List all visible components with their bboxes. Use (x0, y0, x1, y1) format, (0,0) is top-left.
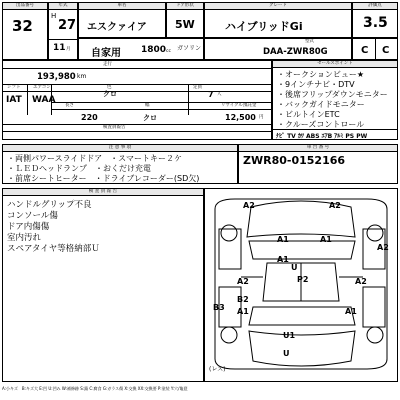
mileage-value: 193,980 (37, 72, 76, 82)
width-label: 幅 (145, 103, 150, 108)
insp-list-item: ドア内傷傷 (7, 222, 50, 232)
spec-line-7 (3, 131, 271, 132)
doors-box (166, 2, 204, 38)
damage-mark: A1 (277, 255, 289, 264)
ac-value: WAA (32, 95, 56, 105)
usage-value: 自家用 (91, 48, 121, 59)
sp-list-item: ・バックガイドモニター (277, 100, 365, 109)
month-value: 11 (53, 43, 66, 53)
damage-mark: A1 (277, 235, 289, 244)
year-value: 27 (58, 18, 77, 33)
mileage-label: 走行 (103, 62, 112, 67)
seats-label: 定員 (193, 85, 202, 90)
damage-mark: P2 (297, 275, 309, 284)
spec-vline-2 (51, 84, 52, 115)
inspector-title: 検 査 員 報 告 (3, 189, 203, 196)
damage-mark: U (291, 263, 298, 272)
sp-divider (273, 129, 397, 130)
model-value: DAA-ZWR80G (263, 47, 328, 57)
rear-label: (レス) (209, 366, 226, 373)
spec-box (2, 60, 272, 140)
spec-vline-1 (27, 84, 28, 115)
inspector-list (7, 200, 100, 255)
sp-list-item: ・後席フリップダウンモニター (277, 90, 388, 99)
height-unit: 円 (259, 115, 264, 120)
damage-mark: U1 (283, 331, 296, 340)
inspector-box (2, 188, 204, 382)
car-diagram (205, 189, 397, 381)
damage-mark: A1 (345, 307, 357, 316)
height-value: 12,500 (225, 113, 256, 122)
year-box (48, 2, 78, 60)
era: H (51, 12, 57, 20)
selling-points-title: セールスポイント (273, 61, 397, 68)
notes-list-item: ・両側パワースライドドア ・スマートキー２ケ (7, 154, 182, 163)
sp-list-item: ・ビルトインETC (277, 110, 340, 119)
damage-mark: A2 (243, 201, 255, 210)
cc-unit: cc (166, 49, 171, 54)
insp-list-item: スペアタイヤ等格納部Ｕ (7, 244, 100, 254)
exterior-score: C (382, 45, 390, 56)
sp-list-item: ・9インチナビ・DTV (277, 80, 355, 89)
spec-line-5 (51, 109, 271, 110)
damage-mark: A2 (329, 201, 341, 210)
damage-mark: A2 (377, 243, 389, 252)
ac-label: エアコン (33, 85, 51, 90)
chassis-box (238, 144, 398, 184)
recycle-label: リサイクル預託金 (221, 103, 257, 108)
mileage-unit: km (77, 73, 87, 80)
insp-list-item: コンソール傷 (7, 211, 58, 221)
score-value: 3.5 (363, 15, 388, 31)
insp-list-item: ハンドルグリップ不良 (7, 200, 92, 210)
usage-box (78, 38, 204, 60)
chassis-number: ZWR80-0152166 (243, 154, 346, 167)
lot-number: 32 (12, 17, 33, 35)
car-name: エスクァイア (87, 22, 147, 33)
year-label: 年式 (49, 3, 77, 10)
color-value: クロ (103, 90, 117, 98)
damage-mark: A2 (237, 277, 249, 286)
year-divider (49, 39, 77, 40)
name-box (78, 2, 166, 38)
width-value: クロ (143, 114, 157, 122)
sp-list-item: ・クルーズコントロール (277, 120, 365, 129)
equipment-line: ﾅﾋﾞ TV ｶﾜ ABS ｴｱB ｱﾙﾐ PS PW (276, 133, 368, 140)
lot-label: 出品番号 (3, 3, 47, 10)
notes-box (2, 144, 238, 184)
insp-list-item: 室内汚れ (7, 233, 42, 243)
damage-mark: A1 (320, 235, 332, 244)
legend-footer: A:小キズ B:キズ大 E:凹 U:凹み W:補修跡 S:錆 C:腐食 G:ガラス傷 X:交換 XX:交換要 P:塗装 Y:穴/亀裂 (2, 386, 188, 391)
selling-points-box (272, 60, 398, 140)
lot-box (2, 2, 48, 60)
spec-line-1 (3, 68, 271, 69)
shift-value: IAT (6, 95, 22, 105)
sp-list-item: ・オークションビュー★ (277, 70, 365, 79)
length-value: 220 (81, 113, 98, 122)
score-divider (375, 39, 376, 59)
name-label: 車名 (79, 3, 165, 10)
grade-box (204, 2, 352, 38)
plate-label: 検査員報告 (103, 125, 126, 130)
shift-label: シフト (7, 85, 21, 90)
car-diagram-box (204, 188, 398, 382)
sub-score-box (352, 38, 398, 60)
length-label: 長さ (65, 103, 74, 108)
damage-mark: A1 (237, 307, 249, 316)
score-box (352, 2, 398, 38)
doors-label: ドア形状 (167, 3, 203, 10)
notes-title: 注 意 事 項 (3, 145, 237, 152)
damage-mark: B2 (237, 295, 249, 304)
model-label: 型式 (305, 39, 314, 44)
notes-list-item: ・ＬＥＤヘッドランプ ・おくだけ充電 (7, 164, 151, 173)
chassis-title: 車 台 番 号 (239, 145, 397, 152)
month-unit: 月 (66, 47, 71, 52)
model-box (204, 38, 352, 60)
selling-points-list (277, 70, 388, 130)
cc-value: 1800 (141, 45, 167, 55)
damage-mark: A2 (355, 277, 367, 286)
notes-list-item: ・前席シートヒーター ・ドライブレコーダー(SD欠) (7, 174, 200, 183)
seats-value: 7 (208, 90, 214, 99)
grade-value: ハイブリッドGi (225, 20, 303, 33)
interior-score: C (361, 45, 369, 56)
color-label: 色 (107, 85, 112, 90)
spec-line-3 (3, 91, 271, 92)
damage-mark: U (283, 349, 290, 358)
damage-mark: B3 (213, 303, 225, 312)
doors-value: 5W (175, 18, 195, 31)
grade-label: グレード (205, 3, 351, 10)
score-label: 評価点 (353, 3, 397, 10)
seats-unit: 人 (217, 92, 222, 97)
notes-list (7, 154, 199, 184)
spec-line-6 (3, 124, 271, 125)
fuel-value: ガソリン (177, 45, 202, 52)
auction-sheet (2, 2, 398, 398)
spec-vline-3 (188, 84, 189, 115)
